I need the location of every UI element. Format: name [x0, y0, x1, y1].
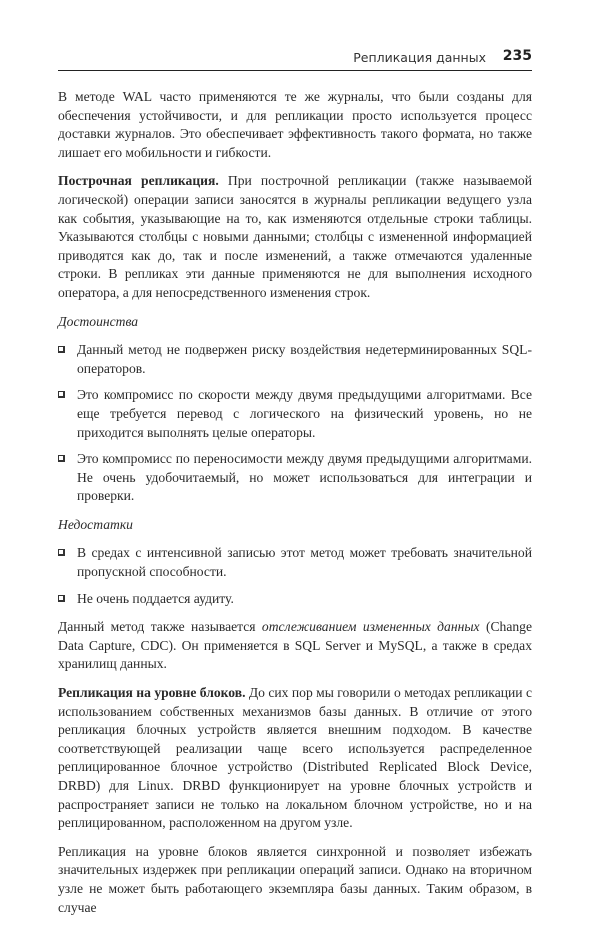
square-bullet-icon: [58, 549, 65, 556]
list-item-text: Данный метод не подвержен риску воздействия недетерминированных SQL-операторов.: [77, 342, 532, 376]
square-bullet-icon: [58, 455, 65, 462]
list-item: [58, 386, 532, 442]
section-heading-block-replication: Репликация на уровне блоков.: [58, 685, 246, 701]
paragraph-wal: В методе WAL часто применяются те же журналы, что были созданы для обеспечения устойчивости, и для репликации просто используется процесс доставки журналов. Это обеспечивает эффективность такого формата, но также лишает его мобильности и гибкости.: [58, 89, 532, 160]
square-bullet-icon: [58, 346, 65, 353]
list-item-text: В средах с интенсивной записью этот метод может требовать значительной пропускной способности.: [77, 545, 532, 580]
cdc-term: отслеживанием измененных данных: [261, 619, 480, 635]
list-item-text: Это компромисс по переносимости между двумя предыдущими алгоритмами. Не очень удобочитаемый, но может использоваться для интеграции и проверки.: [77, 451, 532, 504]
disadvantages-heading: Недостатки: [58, 516, 133, 532]
running-title: Репликация данных: [353, 50, 486, 65]
running-header: [58, 46, 532, 71]
list-item: [58, 450, 532, 506]
page-body: [58, 88, 532, 927]
list-item: [58, 341, 532, 378]
paragraph-row-replication: [58, 172, 532, 302]
list-item-text: Это компромисс по скорости между двумя предыдущими алгоритмами. Все еще требуется перевод с логического на физический уровень, но не приходится выполнять целые операторы.: [77, 387, 532, 440]
block-replication-text: До сих пор мы говорили о методах репликации с использованием собственных механизмов базы данных. В отличие от этого репликация блочных устройств является внешним подходом. В качестве соответствующей реализации чаще всего используется распределенное реплицированное блочное устройство (Distributed Replicated Block Device, DRBD) для Linux. DRBD функционирует на уровне блочных устройств и распространяет записи не только на локальном блочном устройстве, но и на реплицированном, расположенном на другом узле.: [58, 685, 532, 831]
square-bullet-icon: [58, 391, 65, 398]
list-item: [58, 590, 532, 609]
paragraph-cdc: [58, 618, 532, 674]
list-item-text: Не очень поддается аудиту.: [77, 590, 234, 606]
paragraph-block-sync: Репликация на уровне блоков является синхронной и позволяет избежать значительных издержек при репликации операций записи. Однако на вторичном узле не может быть работающего экземпляра базы данных. Таким образом, в случае: [58, 843, 532, 915]
disadvantages-list: [58, 544, 532, 608]
square-bullet-icon: [58, 595, 65, 602]
advantages-heading: Достоинства: [58, 313, 139, 329]
advantages-list: [58, 341, 532, 506]
page-number: 235: [502, 48, 532, 64]
paragraph-block-replication: [58, 684, 532, 833]
row-replication-text: При построчной репликации (также называемой логической) операции записи заносятся в журналы репликации ведущего узла как события, указывающие на то, как изменяются отдельные строки таблицы. Указываются столбцы с новыми данными; столбцы с измененной информацией приводятся как до, так и после изменений, а также отмечаются удаленные строки. В репликах эти данные применяются не для выполнения исходного оператора, а для непосредственного изменения строк.: [58, 173, 532, 300]
section-heading-row-replication: Построчная репликация.: [58, 173, 219, 189]
cdc-text-before: Данный метод также называется: [58, 619, 262, 635]
list-item: [58, 544, 532, 581]
cdc-text-after: (Change Data Capture, CDC). Он применяется в SQL Server и MySQL, а также в средах хранилищ данных.: [58, 619, 533, 672]
